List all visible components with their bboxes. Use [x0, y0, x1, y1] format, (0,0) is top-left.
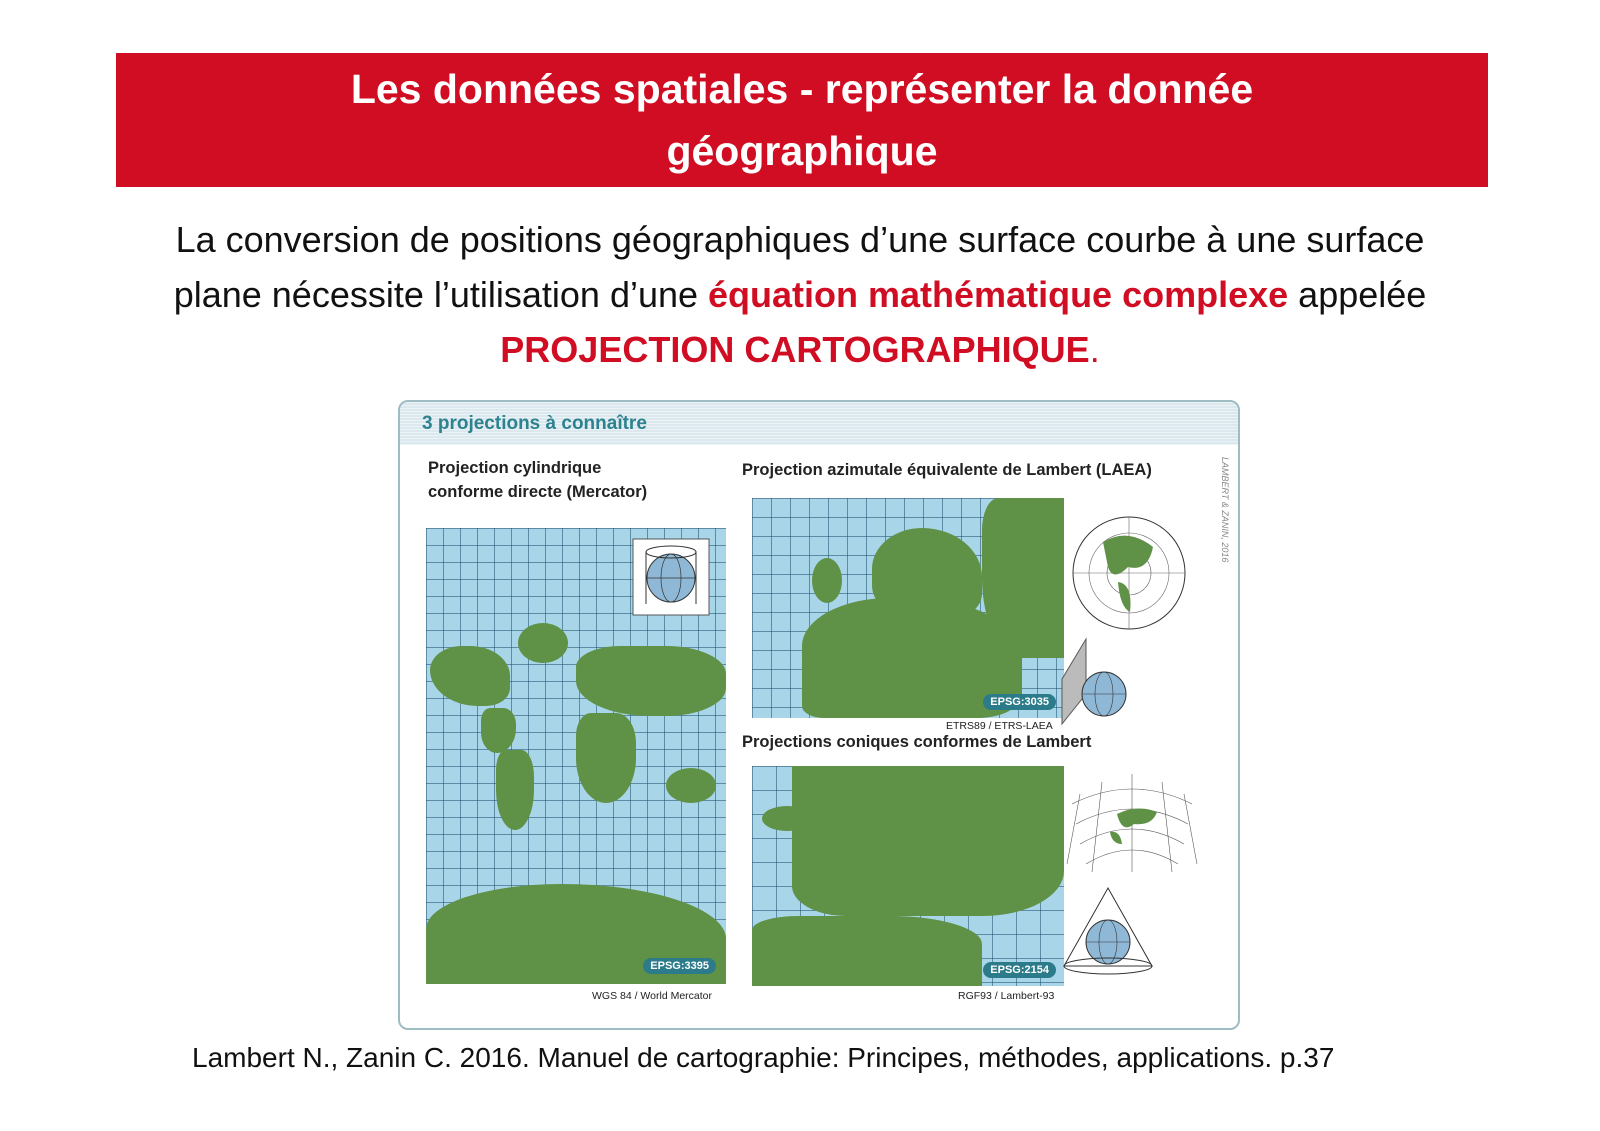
mercator-title-line-2: conforme directe (Mercator) — [428, 483, 648, 501]
figure-header: 3 projections à connaître — [400, 402, 1238, 445]
reference-citation: Lambert N., Zanin C. 2016. Manuel de cartographie: Principes, méthodes, applications. p.37 — [192, 1042, 1335, 1073]
mercator-world-map — [426, 528, 726, 984]
conic-caption: RGF93 / Lambert-93 — [958, 990, 1055, 1002]
intro-period: . — [1089, 329, 1100, 370]
mercator-title-line-1: Projection cylindrique — [428, 459, 602, 477]
projections-figure — [398, 400, 1240, 1030]
conic-france-map — [752, 766, 1064, 986]
cylinder-projection-icon — [632, 538, 710, 616]
conic-title: Projections coniques conformes de Lambert — [742, 733, 1092, 751]
conic-cone-icon — [1060, 886, 1156, 978]
conic-epsg-badge: EPSG:2154 — [983, 962, 1056, 978]
mercator-caption: WGS 84 / World Mercator — [592, 990, 713, 1002]
title-line-1: Les données spatiales - représenter la donnée — [350, 66, 1254, 112]
mercator-epsg-badge: EPSG:3395 — [643, 958, 716, 974]
laea-europe-map — [752, 498, 1064, 718]
laea-title: Projection azimutale équivalente de Lambert (LAEA) — [742, 461, 1152, 479]
azimuthal-plane-icon — [1060, 634, 1130, 726]
intro-text-1: La conversion de positions géographiques d’une surface courbe à une surface plane nécessite l’utilisation d’une — [173, 219, 1425, 315]
laea-caption: ETRS89 / ETRS-LAEA — [946, 720, 1053, 732]
azimuthal-globe-icon — [1068, 512, 1190, 634]
conic-grid-icon — [1062, 764, 1202, 876]
intro-highlight-projection: PROJECTION CARTOGRAPHIQUE — [500, 329, 1090, 370]
figure-side-credit: LAMBERT & ZANIN, 2016 — [1220, 457, 1230, 563]
intro-text-2: appelée — [1288, 274, 1427, 315]
title-line-2: géographique — [666, 128, 938, 174]
laea-epsg-badge: EPSG:3035 — [983, 694, 1056, 710]
intro-paragraph — [130, 212, 1470, 377]
intro-highlight-equation: équation mathématique complexe — [708, 274, 1289, 315]
mercator-title — [428, 456, 647, 504]
title-banner — [116, 53, 1488, 187]
